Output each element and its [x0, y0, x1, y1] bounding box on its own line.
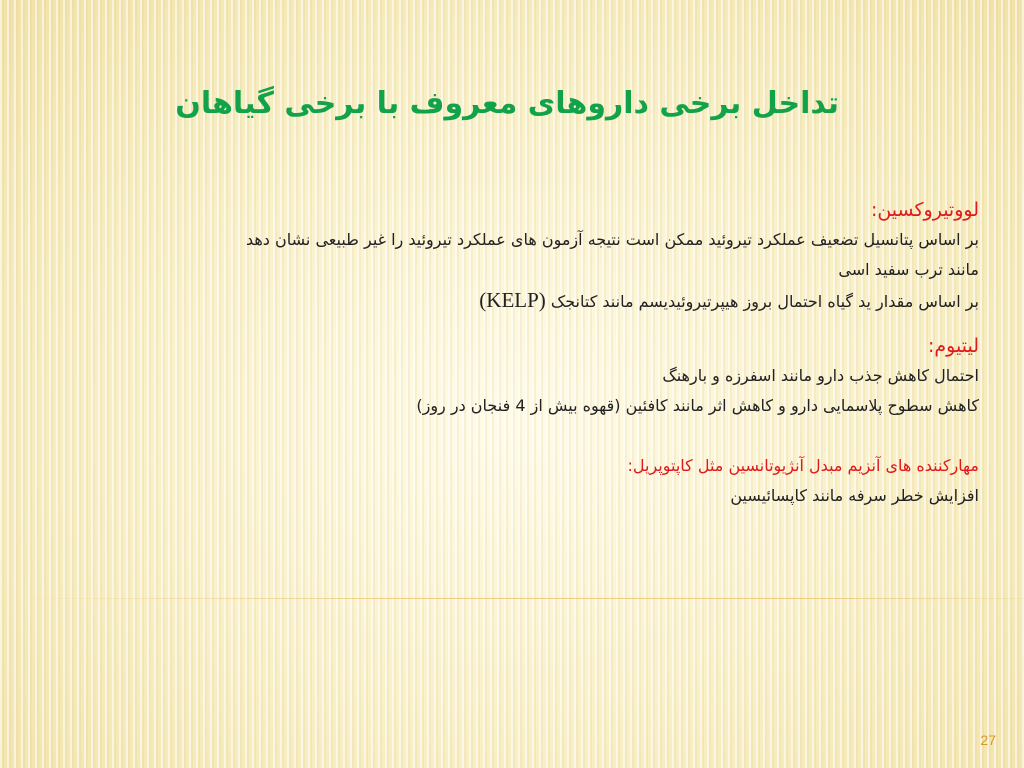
lithium-line-2: کاهش سطوح پلاسمایی دارو و کاهش اثر مانند کافئین (قهوه بیش از 4 فنجان در روز): [416, 396, 979, 415]
levothyroxine-line-1: بر اساس پتانسیل تضعیف عملکرد تیروئید ممکن است نتیجه آزمون های عملکرد تیروئید را غیر طبیعی نشان دهد: [245, 230, 979, 249]
lithium-line-1: احتمال کاهش جذب دارو مانند اسفرزه و بارهنگ: [662, 366, 979, 385]
kelp-line-text: بر اساس مقدار ید گیاه احتمال بروز هیپرتیروئیدیسم مانند کتانجک: [550, 292, 979, 311]
section-heading-ace-inhibitors: مهارکننده های آنزیم مبدل آنژیوتانسین مثل کاپتوپریل:: [627, 456, 979, 475]
section-lithium: [79, 331, 979, 421]
levothyroxine-line-3: [79, 285, 979, 317]
kelp-latin-label: (KELP): [479, 288, 546, 312]
ace-inhibitors-line-1: افزایش خطر سرفه مانند کاپسائیسین: [730, 486, 979, 505]
slide-content: [79, 195, 979, 511]
slide-title: تداخل برخی داروهای معروف با برخی گیاهان: [175, 86, 839, 121]
levothyroxine-line-2: مانند ترب سفید اسی: [838, 260, 979, 279]
section-heading-lithium: لیتیوم:: [928, 335, 979, 357]
section-ace-inhibitors: [79, 451, 979, 511]
footer-divider: [0, 598, 1024, 599]
page-number: 27: [980, 732, 996, 748]
section-heading-levothyroxine: لووتیروکسین:: [870, 199, 979, 221]
section-levothyroxine: [79, 195, 979, 317]
